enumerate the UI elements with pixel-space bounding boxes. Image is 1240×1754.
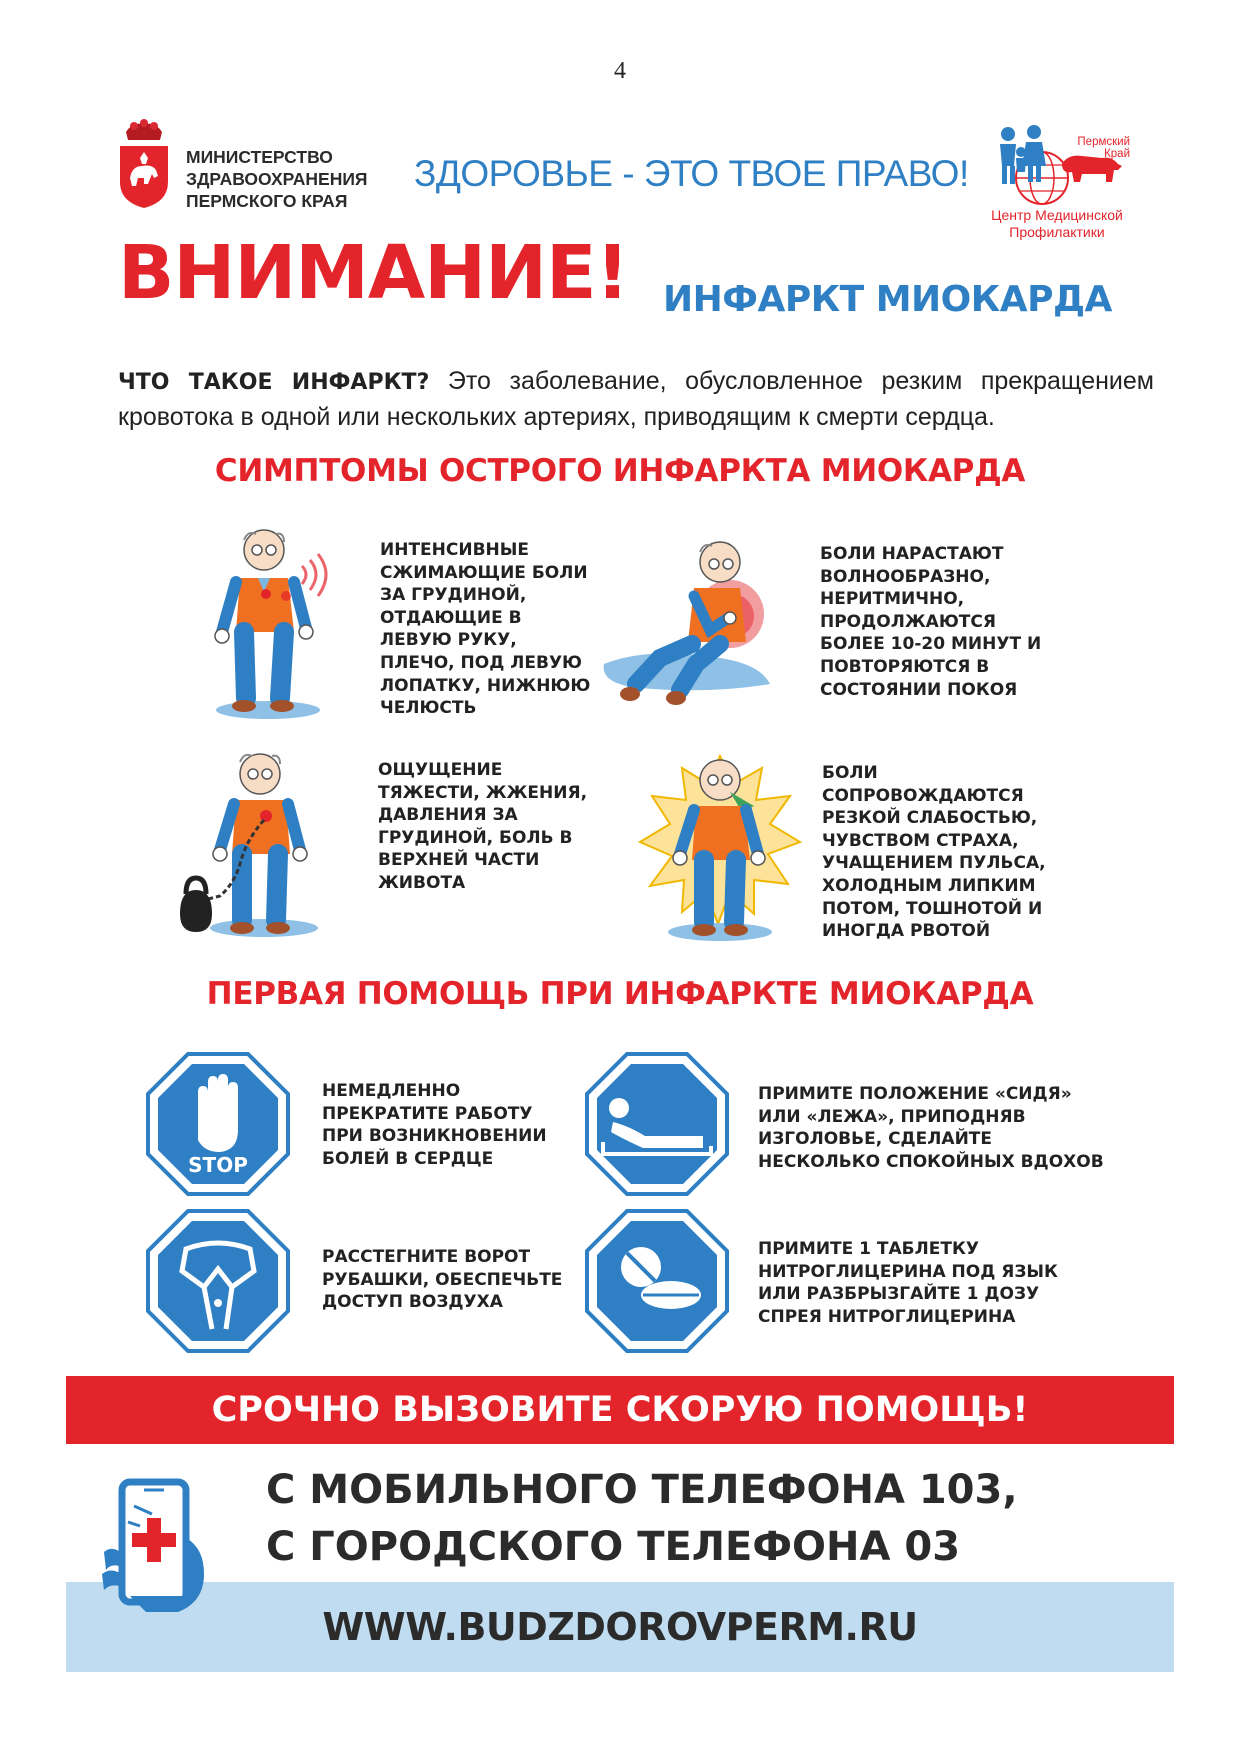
symptom-line: НЕРИТМИЧНО, bbox=[820, 589, 965, 610]
symptom-line: ЗА ГРУДИНОЙ, bbox=[380, 585, 527, 606]
first-aid-item bbox=[322, 1246, 562, 1314]
logo-region-label bbox=[1060, 136, 1130, 160]
aid-line: ПРИМИТЕ 1 ТАБЛЕТКУ bbox=[758, 1239, 979, 1259]
sitting-pain-figure-icon bbox=[600, 534, 800, 719]
symptom-line: БОЛЕЕ 10-20 МИНУТ И bbox=[820, 634, 1042, 655]
logo-region-line: Край bbox=[1104, 148, 1130, 160]
lying-person-icon bbox=[585, 1052, 729, 1196]
aid-line: ИЛИ «ЛЕЖА», ПРИПОДНЯВ bbox=[758, 1106, 1026, 1127]
symptom-line: УЧАЩЕНИЕМ ПУЛЬСА, bbox=[822, 853, 1046, 874]
symptom-line: ТЯЖЕСТИ, ЖЖЕНИЯ, bbox=[378, 782, 588, 803]
symptom-line: ИНТЕНСИВНЫЕ bbox=[380, 540, 530, 560]
symptom-line: ОТДАЮЩИЕ В bbox=[380, 607, 522, 628]
symptom-line: БОЛИ НАРАСТАЮТ bbox=[820, 544, 1004, 564]
symptom-line: СЖИМАЮЩИЕ БОЛИ bbox=[380, 562, 588, 583]
aid-line: ДОСТУП ВОЗДУХА bbox=[322, 1292, 503, 1312]
symptom-line: ХОЛОДНЫМ ЛИПКИМ bbox=[822, 875, 1036, 896]
symptom-line: ЛЕВУЮ РУКУ, bbox=[380, 630, 517, 651]
logo-name-line: Центр Медицинской bbox=[991, 207, 1123, 223]
aid-line: НИТРОГЛИЦЕРИНА ПОД ЯЗЫК bbox=[758, 1261, 1058, 1282]
landline-phone-line: С ГОРОДСКОГО ТЕЛЕФОНА 03 bbox=[266, 1524, 961, 1570]
intro-answer: Это заболевание, обусловленное резким прекращением кровотока в одной или нескольких артериях, приводящим к смерти сердца. bbox=[118, 367, 1154, 431]
call-ambulance-banner: СРОЧНО ВЫЗОВИТЕ СКОРУЮ ПОМОЩЬ! bbox=[66, 1376, 1174, 1444]
aid-line: ИЛИ РАЗБРЫЗГАЙТЕ 1 ДОЗУ bbox=[758, 1284, 1040, 1304]
aid-line: ПРИ ВОЗНИКНОВЕНИИ bbox=[322, 1126, 547, 1146]
symptom-item bbox=[378, 759, 587, 895]
aid-line: РУБАШКИ, ОБЕСПЕЧЬТЕ bbox=[322, 1269, 563, 1290]
page-number: 4 bbox=[614, 58, 626, 84]
pill-icon bbox=[585, 1209, 729, 1353]
ministry-line: МИНИСТЕРСТВО bbox=[186, 147, 333, 167]
first-aid-item bbox=[322, 1080, 547, 1170]
aid-line: НЕСКОЛЬКО СПОКОЙНЫХ ВДОХОВ bbox=[758, 1151, 1104, 1172]
intro-paragraph bbox=[118, 364, 1154, 434]
intro-question: ЧТО ТАКОЕ ИНФАРКТ? bbox=[118, 370, 430, 395]
aid-line: СПРЕЯ НИТРОГЛИЦЕРИНА bbox=[758, 1306, 1016, 1327]
symptom-line: ЧУВСТВОМ СТРАХА, bbox=[822, 830, 1019, 851]
aid-line: ПРЕКРАТИТЕ РАБОТУ bbox=[322, 1103, 533, 1124]
aid-line: РАССТЕГНИТЕ ВОРОТ bbox=[322, 1247, 531, 1267]
perm-coat-of-arms-icon bbox=[118, 118, 170, 210]
phone-numbers bbox=[266, 1462, 1018, 1576]
symptom-line: ПОТОМ, ТОШНОТОЙ И bbox=[822, 898, 1043, 919]
symptom-line: ГРУДИНОЙ, БОЛЬ В bbox=[378, 827, 573, 848]
symptom-item bbox=[822, 762, 1046, 943]
aid-line: ПРИМИТЕ ПОЛОЖЕНИЕ «СИДЯ» bbox=[758, 1084, 1072, 1104]
symptom-item bbox=[820, 543, 1041, 701]
ministry-line: ПЕРМСКОГО КРАЯ bbox=[186, 191, 348, 211]
symptom-line: ИНОГДА РВОТОЙ bbox=[822, 921, 991, 942]
symptom-line: ПРОДОЛЖАЮТСЯ bbox=[820, 611, 996, 632]
first-aid-item bbox=[758, 1238, 1058, 1328]
symptom-line: ПЛЕЧО, ПОД ЛЕВУЮ bbox=[380, 652, 583, 673]
symptom-line: БОЛИ bbox=[822, 763, 878, 783]
slogan: ЗДОРОВЬЕ - ЭТО ТВОЕ ПРАВО! bbox=[414, 153, 969, 194]
symptom-line: СОСТОЯНИИ ПОКОЯ bbox=[820, 679, 1018, 700]
aid-line: НЕМЕДЛЕННО bbox=[322, 1081, 461, 1101]
first-aid-title: ПЕРВАЯ ПОМОЩЬ ПРИ ИНФАРКТЕ МИОКАРДА bbox=[206, 976, 1034, 1012]
aid-line: БОЛЕЙ В СЕРДЦЕ bbox=[322, 1148, 494, 1169]
ministry-line: ЗДРАВООХРАНЕНИЯ bbox=[186, 169, 368, 189]
symptom-line: ЧЕЛЮСТЬ bbox=[380, 698, 477, 719]
heaviness-figure-icon bbox=[170, 744, 350, 940]
logo-name-line: Профилактики bbox=[1009, 224, 1105, 240]
chest-pain-figure-icon bbox=[208, 522, 358, 722]
weakness-figure-icon bbox=[630, 750, 810, 945]
logo-region-line: Пермский bbox=[1077, 136, 1130, 148]
mobile-phone-line: С МОБИЛЬНОГО ТЕЛЕФОНА 103, bbox=[266, 1467, 1018, 1513]
first-aid-item bbox=[758, 1083, 1104, 1173]
symptom-line: ВОЛНООБРАЗНО, bbox=[820, 566, 991, 587]
symptom-line: ВЕРХНЕЙ ЧАСТИ bbox=[378, 850, 540, 871]
symptom-line: ЛОПАТКУ, НИЖНЮЮ bbox=[380, 675, 591, 696]
attention-title: ВНИМАНИЕ! bbox=[118, 230, 629, 316]
symptom-item bbox=[380, 539, 590, 720]
stop-hand-icon bbox=[146, 1052, 290, 1196]
symptom-line: ЖИВОТА bbox=[378, 872, 466, 893]
symptom-line: ДАВЛЕНИЯ ЗА bbox=[378, 805, 518, 826]
symptom-line: ПОВТОРЯЮТСЯ В bbox=[820, 656, 990, 677]
symptom-line: РЕЗКОЙ СЛАБОСТЬЮ, bbox=[822, 808, 1038, 829]
shirt-collar-icon bbox=[146, 1209, 290, 1353]
symptoms-title: СИМПТОМЫ ОСТРОГО ИНФАРКТА МИОКАРДА bbox=[214, 453, 1026, 489]
stop-label: STOP bbox=[188, 1153, 248, 1177]
symptom-line: ОЩУЩЕНИЕ bbox=[378, 760, 503, 780]
ministry-name bbox=[186, 146, 368, 212]
infarction-subtitle: ИНФАРКТ МИОКАРДА bbox=[663, 279, 1112, 320]
symptom-line: СОПРОВОЖДАЮТСЯ bbox=[822, 785, 1024, 806]
aid-line: ИЗГОЛОВЬЕ, СДЕЛАЙТЕ bbox=[758, 1129, 993, 1149]
prevention-center-logo-icon bbox=[990, 120, 1130, 210]
website-link[interactable]: WWW.BUDZDOROVPERM.RU bbox=[322, 1605, 918, 1649]
logo-center-name bbox=[982, 207, 1132, 241]
